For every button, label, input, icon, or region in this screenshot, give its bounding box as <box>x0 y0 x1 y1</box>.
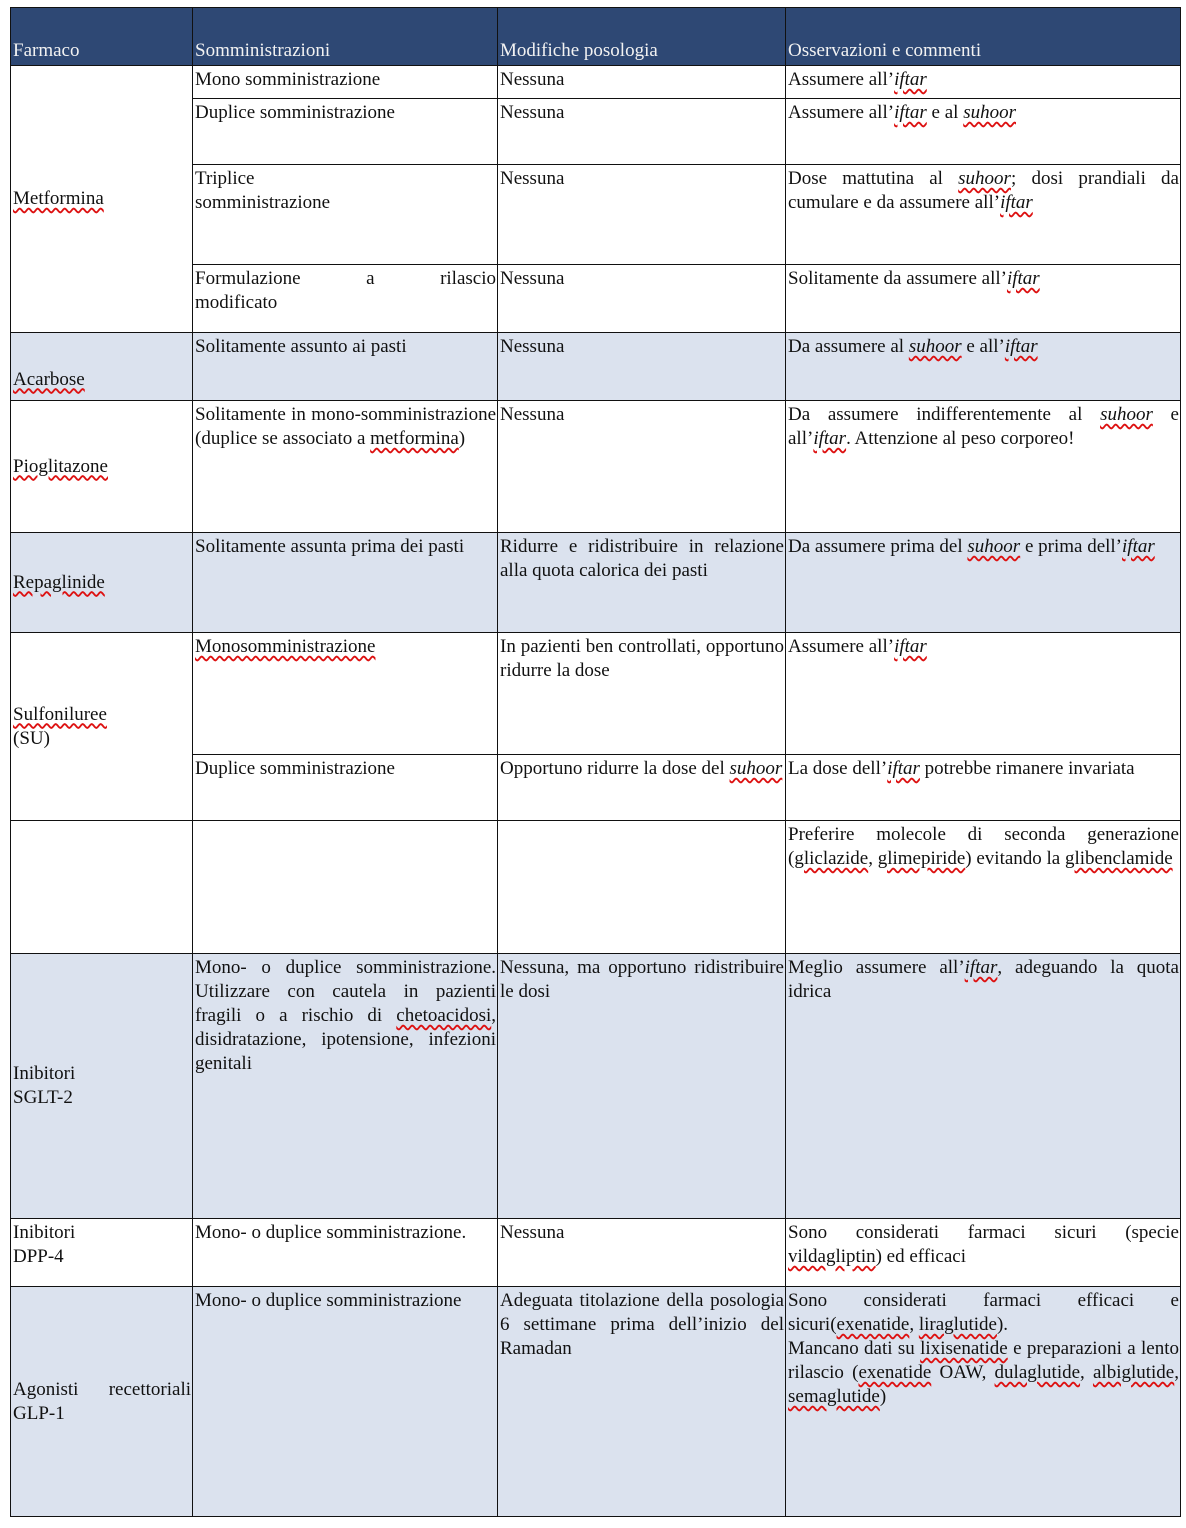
somministrazione-cell: Mono somministrazione <box>193 66 498 99</box>
osservazioni-cell: Sono considerati farmaci sicuri (specie vildagliptin) ed efficaci <box>786 1219 1181 1287</box>
modifiche-cell: Nessuna, ma opportuno ridistribuire le dosi <box>498 954 786 1219</box>
somministrazione-cell: Triplice somministrazione <box>193 165 498 265</box>
osservazioni-cell: Assumere all’iftar <box>786 66 1181 99</box>
table-row <box>11 66 1181 99</box>
header-modifiche: Modifiche posologia <box>498 8 786 66</box>
table-row <box>11 533 1181 633</box>
modifiche-cell: Nessuna <box>498 1219 786 1287</box>
drug-name-repaglinide: Repaglinide <box>11 533 193 633</box>
somministrazione-cell: Solitamente in mono-somministrazione (duplice se associato a metformina) <box>193 401 498 533</box>
drug-name-metformina: Metformina <box>11 66 193 333</box>
somministrazione-cell: Formulazione a rilascio modificato <box>193 265 498 333</box>
modifiche-cell: Nessuna <box>498 401 786 533</box>
modifiche-cell: Ridurre e ridistribuire in relazione alla quota calorica dei pasti <box>498 533 786 633</box>
osservazioni-cell: Assumere all’iftar <box>786 633 1181 755</box>
somministrazione-cell: Mono- o duplice somministrazione <box>193 1287 498 1517</box>
empty-cell <box>11 821 193 954</box>
osservazioni-cell: Da assumere al suhoor e all’iftar <box>786 333 1181 401</box>
drug-name-pioglitazone: Pioglitazone <box>11 401 193 533</box>
table-row <box>11 633 1181 755</box>
empty-cell <box>498 821 786 954</box>
modifiche-cell: Nessuna <box>498 99 786 165</box>
modifiche-cell: Nessuna <box>498 165 786 265</box>
drug-name-dpp4: Inibitori DPP-4 <box>11 1219 193 1287</box>
empty-cell <box>193 821 498 954</box>
osservazioni-cell: Assumere all’iftar e al suhoor <box>786 99 1181 165</box>
drug-table <box>10 7 1181 1517</box>
somministrazione-cell: Solitamente assunto ai pasti <box>193 333 498 401</box>
table-row <box>11 1287 1181 1517</box>
osservazioni-cell: Meglio assumere all’iftar, adeguando la quota idrica <box>786 954 1181 1219</box>
osservazioni-cell: Da assumere indifferentemente al suhoor e all’iftar. Attenzione al peso corporeo! <box>786 401 1181 533</box>
table-row <box>11 401 1181 533</box>
drug-name-sglt2: Inibitori SGLT-2 <box>11 954 193 1219</box>
modifiche-cell: Nessuna <box>498 333 786 401</box>
modifiche-cell: Adeguata titolazione della posologia 6 settimane prima dell’inizio del Ramadan <box>498 1287 786 1517</box>
drug-name-sulfoniluree: Sulfoniluree (SU) <box>11 633 193 821</box>
somministrazione-cell: Mono- o duplice somministrazione. <box>193 1219 498 1287</box>
header-farmaco: Farmaco <box>11 8 193 66</box>
somministrazione-cell: Duplice somministrazione <box>193 99 498 165</box>
osservazioni-cell: La dose dell’iftar potrebbe rimanere invariata <box>786 755 1181 821</box>
table-row <box>11 1219 1181 1287</box>
somministrazione-cell: Mono- o duplice somministrazione. Utilizzare con cautela in pazienti fragili o a rischio di chetoacidosi, disidratazione, ipotensione, infezioni genitali <box>193 954 498 1219</box>
somministrazione-cell: Solitamente assunta prima dei pasti <box>193 533 498 633</box>
table-row <box>11 333 1181 401</box>
modifiche-cell: In pazienti ben controllati, opportuno ridurre la dose <box>498 633 786 755</box>
somministrazione-cell: Monosomministrazione <box>193 633 498 755</box>
modifiche-cell: Nessuna <box>498 265 786 333</box>
header-somministrazioni: Somministrazioni <box>193 8 498 66</box>
osservazioni-cell: Preferire molecole di seconda generazione (gliclazide, glimepiride) evitando la glibenclamide <box>786 821 1181 954</box>
drug-name-glp1: Agonisti recettoriali GLP-1 <box>11 1287 193 1517</box>
modifiche-cell: Nessuna <box>498 66 786 99</box>
osservazioni-cell: Da assumere prima del suhoor e prima dell’iftar <box>786 533 1181 633</box>
osservazioni-cell: Solitamente da assumere all’iftar <box>786 265 1181 333</box>
somministrazione-cell: Duplice somministrazione <box>193 755 498 821</box>
osservazioni-cell: Dose mattutina al suhoor; dosi prandiali da cumulare e da assumere all’iftar <box>786 165 1181 265</box>
osservazioni-cell: Sono considerati farmaci efficaci e sicuri(exenatide, liraglutide). Mancano dati su lixisenatide e preparazioni a lento rilascio (exenatide OAW, dulaglutide, albiglutide, semaglutide) <box>786 1287 1181 1517</box>
modifiche-cell: Opportuno ridurre la dose del suhoor <box>498 755 786 821</box>
drug-name-acarbose: Acarbose <box>11 333 193 401</box>
header-row <box>11 8 1181 66</box>
table-row <box>11 954 1181 1219</box>
header-osservazioni: Osservazioni e commenti <box>786 8 1181 66</box>
table-row <box>11 821 1181 954</box>
